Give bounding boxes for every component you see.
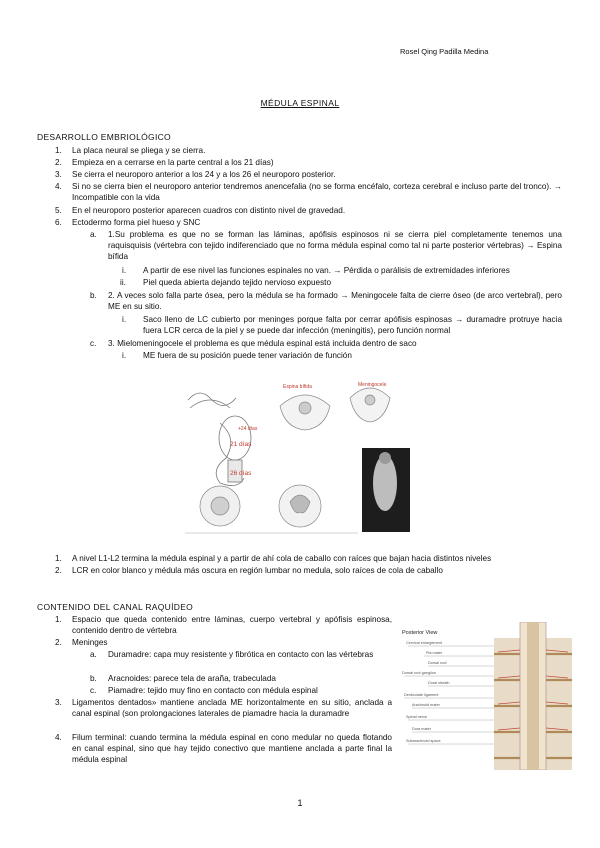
list-item: Filum terminal: cuando termina la médula espinal en cono medular no queda flotando en canal espinal, sino que hay tejido conectivo que mantiene anclada a parte final la médula espinal — [72, 733, 392, 764]
svg-text:Dorsal root ganglion: Dorsal root ganglion — [402, 671, 436, 675]
sublist-item: Aracnoides: parece tela de araña, trabeculada — [108, 674, 276, 683]
section-heading-spinal-canal: CONTENIDO DEL CANAL RAQUÍDEO — [37, 602, 194, 612]
svg-text:+24 días: +24 días — [238, 426, 258, 432]
list-number: 2. — [55, 158, 62, 167]
sublist-item: Duramadre: capa muy resistente y fibrótica en contacto con las vértebras — [108, 650, 374, 659]
sublist-item: 2. A veces solo falla parte ósea, pero la médula se ha formado → Meningocele falta de cierre óseo (de arco vertebral), pero ME en su sitio. — [108, 291, 562, 311]
figure-title: Posterior View — [402, 630, 438, 636]
subsublist-roman: ii. — [120, 278, 126, 287]
list-item: Ectodermo forma piel hueso y SNC — [72, 218, 201, 227]
subsublist-item: Piel queda abierta dejando tejido nervioso expuesto — [143, 278, 331, 287]
subsublist-item: A partir de ese nivel las funciones espinales no van. → Pérdida o parálisis de extremidades inferiores — [143, 266, 510, 275]
sublist-letter: b. — [90, 674, 97, 683]
subsublist-roman: i. — [122, 351, 127, 360]
author-name: Rosel Qing Padilla Medina — [400, 47, 489, 56]
sublist-letter: c. — [90, 686, 97, 695]
section-heading-embryology: DESARROLLO EMBRIOLÓGICO — [37, 132, 171, 142]
sublist-item: Piamadre: tejido muy fino en contacto con médula espinal — [108, 686, 318, 695]
svg-text:Dural sheath: Dural sheath — [428, 681, 450, 685]
svg-text:Cervical enlargement: Cervical enlargement — [406, 641, 442, 645]
list-number: 5. — [55, 206, 62, 215]
list-item: En el neuroporo posterior aparecen cuadros con distinto nivel de gravedad. — [72, 206, 346, 215]
svg-text:Subarachnoid space: Subarachnoid space — [406, 739, 441, 743]
page-number: 1 — [297, 798, 303, 808]
label-26-days: 26 días — [230, 470, 252, 477]
list-item: La placa neural se pliega y se cierra. — [72, 146, 206, 155]
list-item: Meninges — [72, 638, 108, 647]
list-item: Ligamentos dentados» mantiene anclada ME horizontalmente en su sitio, anclada a canal espinal (son prolongaciones laterales de piamadre hacia la duramadre — [72, 698, 392, 718]
list-number: 4. — [55, 733, 62, 742]
list-number: 6. — [55, 218, 62, 227]
sublist-item: 3. Mielomeningocele el problema es que médula espinal está incluida dentro de saco — [108, 339, 417, 348]
subsublist-roman: i. — [122, 266, 127, 275]
list-number: 1. — [55, 615, 62, 624]
label-meningocele: Meningocele — [358, 382, 387, 388]
list-item: Si no se cierra bien el neuroporo anterior tendremos anencefalia (no se forma encéfalo, corteza cerebral e incluso parte del tronco). → Incompatible con la vida — [72, 182, 562, 202]
list-item: Espacio que queda contenido entre láminas, cuerpo vertebral y apófisis espinosa, contenido dentro de vértebra — [72, 615, 392, 635]
list-number: 1. — [55, 146, 62, 155]
svg-text:Pia mater: Pia mater — [426, 651, 443, 655]
svg-text:Denticulate ligament: Denticulate ligament — [404, 693, 439, 697]
sublist-item: 1.Su problema es que no se forman las láminas, apófisis espinosos ni se cierra piel completamente tenemos una raquisquisis (vértebra con tejido indiferenciado que no forma médula espinal como tal ni parte posterior vértebras) → Espina bífida — [108, 230, 562, 261]
svg-text:Spinal nerve: Spinal nerve — [406, 715, 428, 719]
sublist-letter: b. — [90, 291, 97, 300]
svg-text:Dura mater: Dura mater — [412, 727, 431, 731]
sublist-letter: a. — [90, 650, 97, 659]
list-number: 1. — [55, 554, 62, 563]
embryology-figure — [180, 378, 420, 538]
sublist-letter: c. — [90, 339, 97, 348]
list-number: 2. — [55, 638, 62, 647]
list-item: Se cierra el neuroporo anterior a los 24 y a los 26 el neuroporo posterior. — [72, 170, 336, 179]
list-item: LCR en color blanco y médula más oscura en región lumbar no medula, solo raíces de cola de caballo — [72, 566, 443, 575]
list-item: A nivel L1-L2 termina la médula espinal y a partir de ahí cola de caballo con raíces que bajan hacia distintos niveles — [72, 554, 492, 563]
subsublist-roman: i. — [122, 315, 127, 324]
subsublist-item: Saco lleno de LC cubierto por meninges porque falta por cerrar apófisis espinosas → duramadre protruye hacia fuera LCR cerca de la piel y se puede dar infección (meningitis), pero función normal — [143, 315, 562, 335]
spinal-cord-figure — [398, 622, 578, 770]
svg-text:Dorsal root: Dorsal root — [428, 661, 447, 665]
page-title: MÉDULA ESPINAL — [260, 98, 340, 108]
list-number: 2. — [55, 566, 62, 575]
list-number: 3. — [55, 170, 62, 179]
label-spina-bifida: Espina bífida — [283, 384, 312, 390]
sublist-letter: a. — [90, 230, 97, 239]
svg-text:Arachnoid mater: Arachnoid mater — [412, 703, 440, 707]
list-number: 3. — [55, 698, 62, 707]
list-item: Empieza en a cerrarse en la parte central a los 21 días) — [72, 158, 274, 167]
list-number: 4. — [55, 182, 62, 191]
label-21-days: 21 días — [230, 441, 252, 448]
subsublist-item: ME fuera de su posición puede tener variación de función — [143, 351, 352, 360]
